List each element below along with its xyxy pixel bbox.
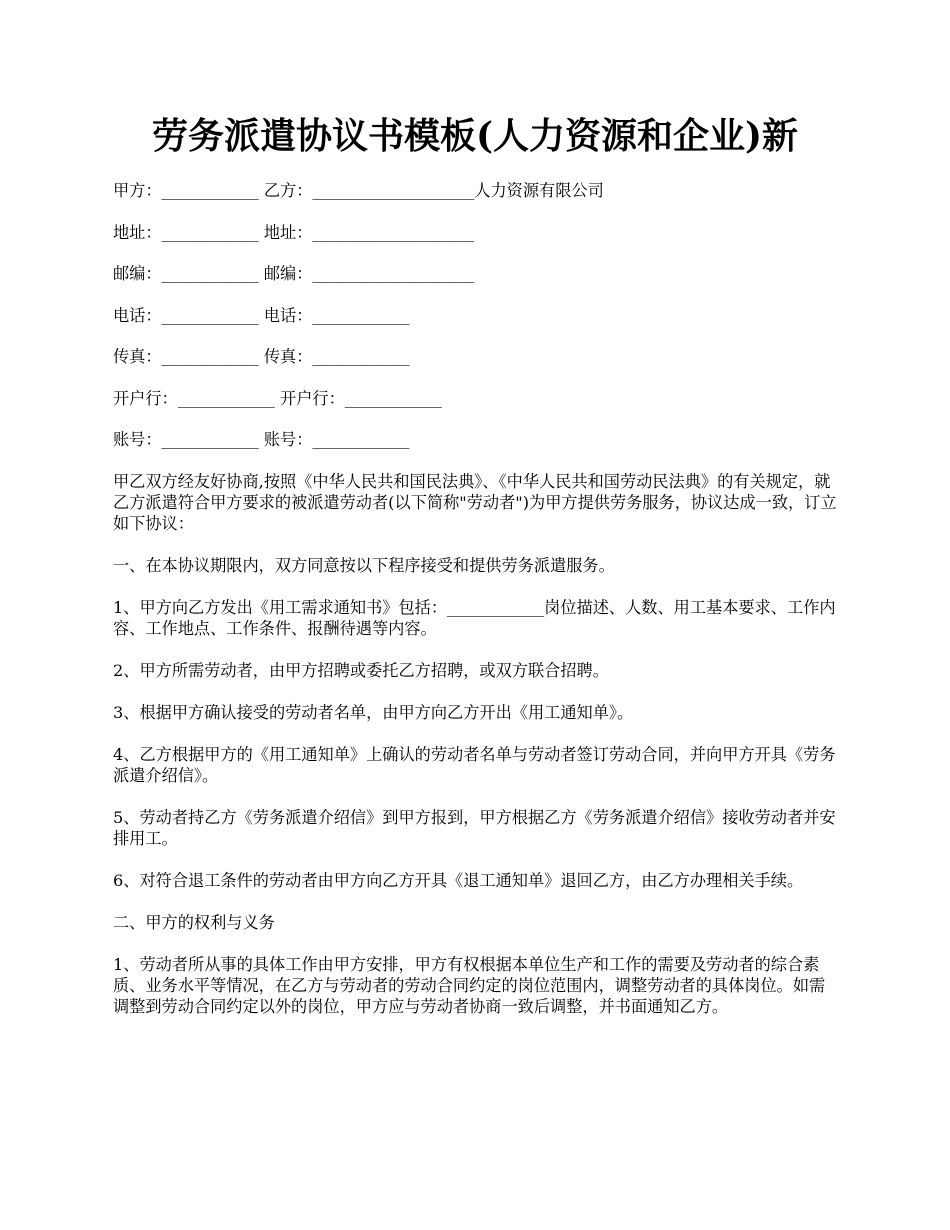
party-a-address-field: 地址：____________ — [113, 222, 259, 242]
party-b-account-field: 账号：____________ — [258, 430, 410, 449]
clause-1-4: 4、乙方根据甲方的《用工通知单》上确认的劳动者名单与劳动者签订劳动合同，并向甲方开具《劳务派遣介绍信》。 — [113, 744, 836, 785]
party-a-phone-field: 电话：____________ — [113, 305, 259, 325]
party-field-row-account — [113, 429, 840, 450]
section-one-heading: 一、在本协议期限内，双方同意按以下程序接受和提供劳务派遣服务。 — [113, 555, 615, 575]
clause-1-2: 2、甲方所需劳动者，由甲方招聘或委托乙方招聘，或双方联合招聘。 — [113, 660, 609, 680]
clause-1-3: 3、根据甲方确认接受的劳动者名单，由甲方向乙方开出《用工通知单》。 — [113, 702, 634, 722]
party-field-row-address — [113, 222, 840, 243]
party-a-postcode-field: 邮编：____________ — [113, 264, 259, 283]
party-b-address-field: 地址：____________________ — [258, 222, 475, 242]
preamble-paragraph: 甲乙双方经友好协商,按照《中华人民共和国民法典》、《中华人民共和国劳动民法典》的有关规定，就乙方派遣符合甲方要求的被派遣劳动者(以下简称"劳动者")为甲方提供劳务服务，协议达成一致，订立如下协议： — [113, 471, 837, 533]
clause-1-6: 6、对符合退工条件的劳动者由甲方向乙方开具《退工通知单》退回乙方，由乙方办理相关手续。 — [113, 870, 804, 890]
clause-1-1: 1、甲方向乙方发出《用工需求通知书》包括：____________岗位描述、人数、用工基本要求、工作内容、工作地点、工作条件、报酬待遇等内容。 — [113, 597, 836, 638]
clause-1-5: 5、劳动者持乙方《劳务派遣介绍信》到甲方报到，甲方根据乙方《劳务派遣介绍信》接收劳动者并安排用工。 — [113, 807, 836, 848]
party-field-row-postcode — [113, 263, 840, 284]
party-b-bank-field: 开户行：____________ — [274, 388, 442, 408]
party-a-account-field: 账号：____________ — [113, 430, 259, 449]
party-b-fax-field: 传真：____________ — [258, 347, 410, 366]
section-two-heading: 二、甲方的权利与义务 — [113, 912, 275, 932]
party-field-row-name — [113, 180, 840, 201]
party-field-row-fax — [113, 346, 840, 367]
clause-2-1: 1、劳动者所从事的具体工作由甲方安排，甲方有权根据本单位生产和工作的需要及劳动者的综合素质、业务水平等情况，在乙方与劳动者的劳动合同约定的岗位范围内，调整劳动者的具体岗位。如需调整到劳动合同约定以外的岗位，甲方应与劳动者协商一致后调整，并书面通知乙方。 — [113, 954, 826, 1016]
party-a-fax-field: 传真：____________ — [113, 347, 259, 366]
party-b-postcode-field: 邮编：____________________ — [258, 264, 475, 283]
party-b-phone-field: 电话：____________ — [258, 305, 410, 325]
party-field-row-phone — [113, 305, 840, 326]
party-field-row-bank — [113, 388, 840, 409]
party-a-bank-field: 开户行：____________ — [113, 388, 275, 408]
document-body — [113, 180, 840, 1038]
party-a-name-field: 甲方：____________ — [113, 181, 259, 200]
document-title: 劳务派遣协议书模板(人力资源和企业)新 — [151, 115, 799, 157]
party-b-name-field: 乙方：____________________人力资源有限公司 — [258, 181, 604, 200]
